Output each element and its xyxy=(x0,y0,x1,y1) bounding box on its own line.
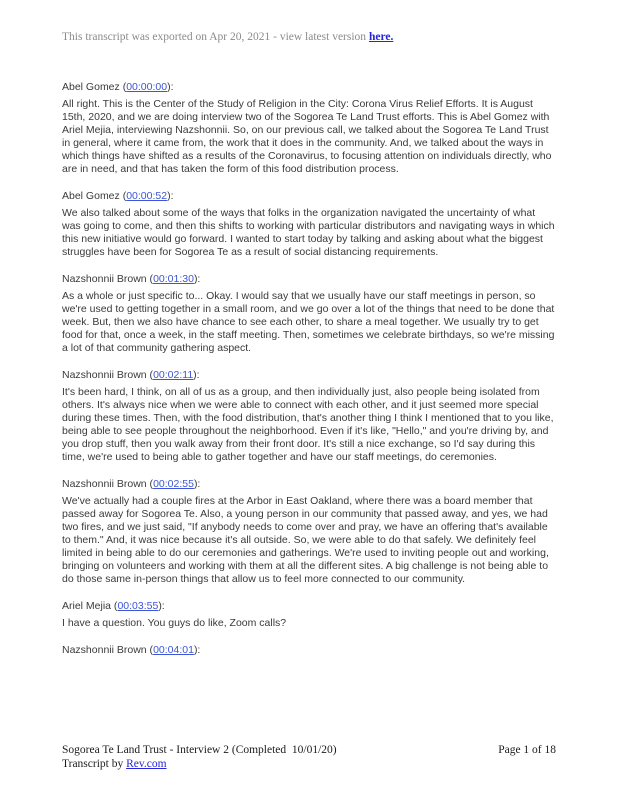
timestamp-link[interactable]: 00:01:30 xyxy=(153,273,194,285)
transcript-block xyxy=(62,81,556,176)
speech-paragraph: We've actually had a couple fires at the Arbor in East Oakland, where there was a board member that passed away for Sogorea Te. Also, a young person in our community that passed away, and yes, we had two fires, and we just said, "If anybody needs to come over and pray, we have an offering that's available to them." And, it was nice because it's all outside. So, we were able to do that safely. We definitely feel limited in being able to do our ceremonies and gatherings. We're used to inviting people out and working, bringing on volunteers and working with them at all the different sites. A big challenge is not being able to do those same in-person things that allow us to feel more connected to our community. xyxy=(62,495,549,585)
close-paren: ): xyxy=(193,369,200,381)
open-paren: ( xyxy=(146,273,154,285)
speaker-line xyxy=(62,600,556,613)
rev-link[interactable]: Rev.com xyxy=(126,757,167,770)
speech-paragraph: As a whole or just specific to... Okay. I would say that we usually have our staff meetings in person, so we're used to getting together in a small room, and we go over a lot of the things that need to be done that week. But, then we also have chance to see each other, to share a meal together. We usually try to get food for that, once a week, in the staff meeting. Then, sometimes we celebrate birthdays, so we're missing a lot of that community gathering aspect. xyxy=(62,290,555,354)
speaker-line xyxy=(62,273,556,286)
close-paren: ): xyxy=(193,644,201,656)
page-footer xyxy=(62,744,556,771)
speaker-line xyxy=(62,81,556,94)
footer-left xyxy=(62,744,337,771)
document-title: Sogorea Te Land Trust - Interview 2 (Completed 10/01/20) xyxy=(62,744,337,756)
speaker-name: Nazshonnii Brown xyxy=(62,369,147,381)
close-paren: ): xyxy=(167,190,174,202)
speech-paragraph: All right. This is the Center of the Study of Religion in the City: Corona Virus Relief Efforts. It is August 15th, 2020, and we are doing interview two of the Sogorea Te Land Trust efforts. This is Abel Gomez with Ariel Mejia, interviewing Nazshonnii. So, on our previous call, we talked about the Sogorea Te Land Trust in general, where it came from, the work that it does in the community. And, we talked about the ways in which things have shifted as a results of the Coronavirus, to focusing attention on individuals directly, who are in need, and that has taken the form of this food distribution process. xyxy=(62,98,552,175)
speaker-name: Nazshonnii Brown xyxy=(62,273,147,285)
export-note-text: This transcript was exported on Apr 20, 2021 - view latest version xyxy=(62,31,369,43)
close-paren: ): xyxy=(193,273,201,285)
speaker-line xyxy=(62,478,556,491)
speech-paragraph: We also talked about some of the ways that folks in the organization navigated the uncertainty of what was going to come, and then this shifts to working with particular distributors and navigating ways in which this new initiative would go forward. I wanted to start today by talking and asking about what the biggest struggles have been for Sogorea Te as a result of social distancing requirements. xyxy=(62,207,555,258)
transcript-block xyxy=(62,273,556,355)
open-paren: ( xyxy=(146,644,154,656)
open-paren: ( xyxy=(146,369,154,381)
transcript-block xyxy=(62,600,556,630)
transcript-content xyxy=(62,81,556,661)
page-number: Page 1 of 18 xyxy=(498,744,556,756)
timestamp-link[interactable]: 00:02:55 xyxy=(153,478,194,490)
latest-version-link[interactable]: here. xyxy=(368,31,394,43)
open-paren: ( xyxy=(119,190,127,202)
close-paren: ): xyxy=(193,478,201,490)
transcript-block xyxy=(62,478,556,586)
transcript-block xyxy=(62,190,556,259)
speaker-name: Abel Gomez xyxy=(62,81,120,93)
speaker-name: Nazshonnii Brown xyxy=(62,644,147,656)
timestamp-link[interactable]: 00:00:52 xyxy=(126,190,168,202)
footer-byline xyxy=(62,758,337,772)
timestamp-link[interactable]: 00:00:00 xyxy=(126,81,168,93)
timestamp-link[interactable]: 00:04:01 xyxy=(153,644,194,656)
speaker-name: Ariel Mejia xyxy=(62,600,112,612)
open-paren: ( xyxy=(111,600,118,612)
close-paren: ): xyxy=(158,600,165,612)
speaker-line xyxy=(62,190,556,203)
byline-text: Transcript by xyxy=(62,757,127,770)
open-paren: ( xyxy=(146,478,154,490)
speaker-line xyxy=(62,369,556,382)
close-paren: ): xyxy=(167,81,174,93)
speaker-line xyxy=(62,644,556,657)
speech-paragraph: It's been hard, I think, on all of us as a group, and then individually just, also people being isolated from others. It's always nice when we were able to connect with each other, and it just seemed more special during these times. Then, with the food distribution, that's another thing I think I mentioned that to you like, being able to see people throughout the neighborhood. Even if it's like, "Hello," and you're driving by, and you drop stuff, then you walk away from their front door. It's still a nice exchange, so I'd say during this time, we're used to being able to gather together and have our staff meetings, do ceremonies. xyxy=(62,386,554,463)
speaker-name: Nazshonnii Brown xyxy=(62,478,147,490)
speaker-name: Abel Gomez xyxy=(62,190,120,202)
timestamp-link[interactable]: 00:03:55 xyxy=(117,600,159,612)
transcript-block xyxy=(62,369,556,464)
speech-paragraph: I have a question. You guys do like, Zoom calls? xyxy=(62,617,287,629)
export-note xyxy=(62,30,556,44)
timestamp-link[interactable]: 00:02:11 xyxy=(153,369,194,381)
transcript-block xyxy=(62,644,556,657)
open-paren: ( xyxy=(119,81,127,93)
